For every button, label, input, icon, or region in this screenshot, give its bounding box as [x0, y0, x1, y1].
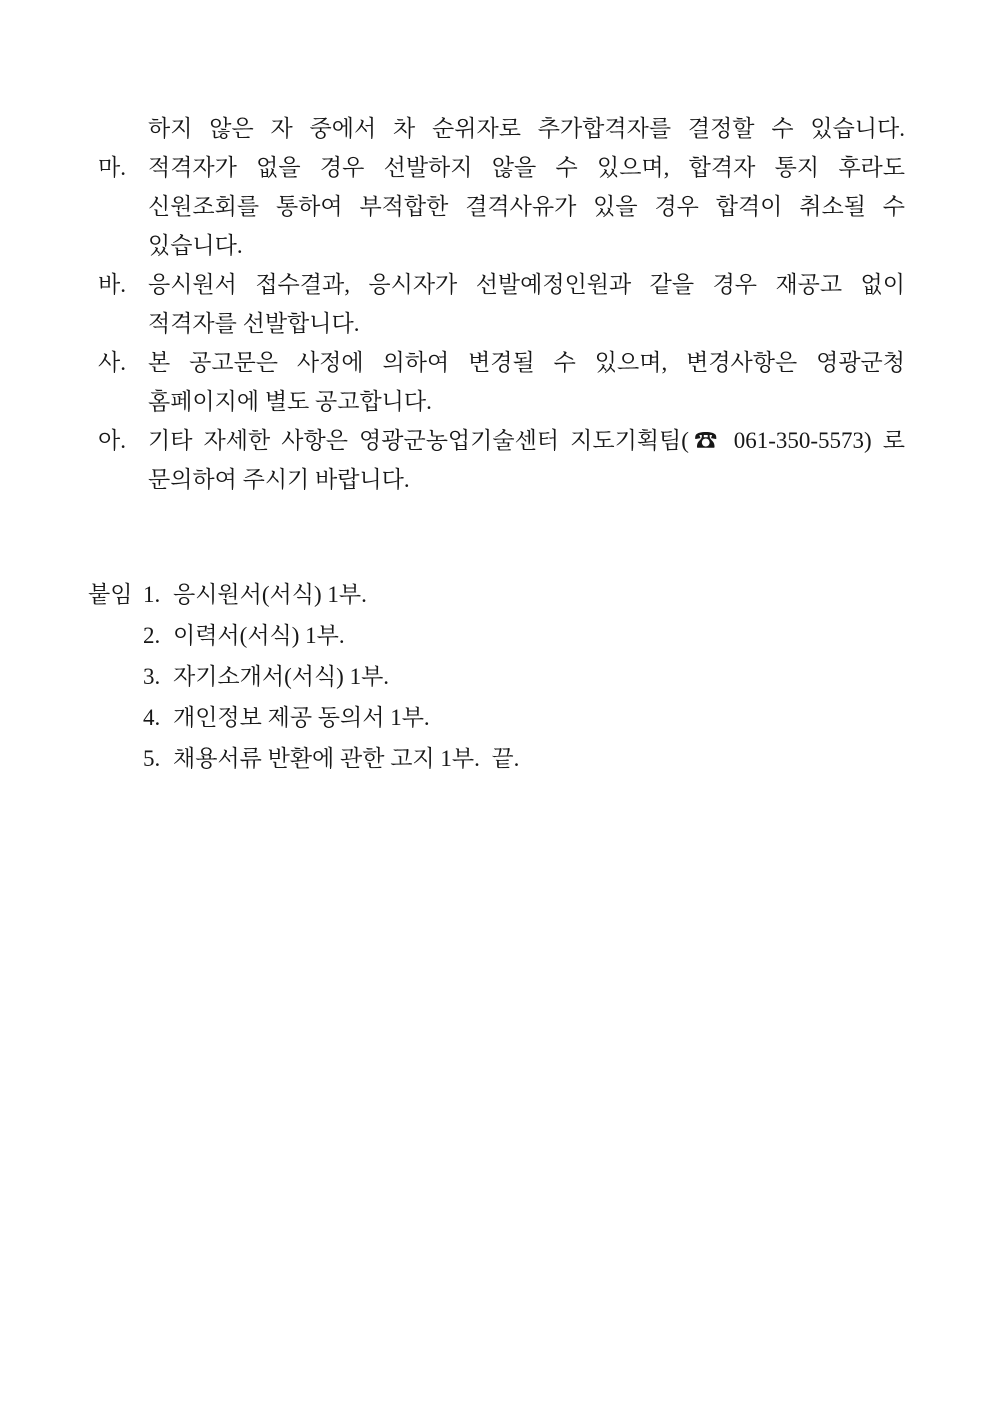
- attachment-number: 4.: [143, 705, 161, 730]
- attachments-label: 붙임: [88, 582, 133, 607]
- list-item-marker: 마.: [98, 155, 126, 180]
- attachment-row: [88, 697, 905, 738]
- attachment-text: 개인정보 제공 동의서 1부.: [173, 705, 430, 730]
- text-line: 응시원서 접수결과, 응시자가 선발예정인원과 같을 경우 재공고 없이: [148, 272, 905, 297]
- document-body: [88, 109, 905, 779]
- attachment-number: 1.: [143, 582, 161, 607]
- list-item-body: [148, 421, 905, 499]
- attachment-number: 5.: [143, 746, 161, 771]
- list-item-a: [98, 421, 905, 499]
- list-item-ba: [98, 265, 905, 343]
- text-line: 있습니다.: [148, 233, 243, 258]
- list-item-marker: 사.: [98, 350, 126, 375]
- text-line-with-phone-icon: 기타 자세한 사항은 영광군농업기술센터 지도기획팀(☎ 061-350-5573) 로: [148, 428, 905, 453]
- attachments-section: [88, 574, 905, 779]
- text-line: 적격자를 선발합니다.: [148, 311, 360, 336]
- attachment-row: [88, 656, 905, 697]
- text-line: 홈페이지에 별도 공고합니다.: [148, 389, 432, 414]
- list-item-body: [148, 148, 905, 265]
- list-item-body: [148, 265, 905, 343]
- attachment-number: 2.: [143, 623, 161, 648]
- attachment-row: [88, 574, 905, 615]
- text-line: 적격자가 없을 경우 선발하지 않을 수 있으며, 합격자 통지 후라도: [148, 155, 905, 180]
- text-line: 본 공고문은 사정에 의하여 변경될 수 있으며, 변경사항은 영광군청: [148, 350, 905, 375]
- list-item-ma: [98, 148, 905, 265]
- list-item-marker: 바.: [98, 272, 126, 297]
- attachment-row: [88, 615, 905, 656]
- attachment-number: 3.: [143, 664, 161, 689]
- paragraph-continuation-line: 하지 않은 자 중에서 차 순위자로 추가합격자를 결정할 수 있습니다.: [148, 116, 905, 141]
- attachment-text-with-end-mark: 채용서류 반환에 관한 고지 1부. 끝.: [173, 746, 520, 771]
- text-line: 신원조회를 통하여 부적합한 결격사유가 있을 경우 합격이 취소될 수: [148, 194, 905, 219]
- text-line: 문의하여 주시기 바랍니다.: [148, 467, 410, 492]
- attachment-row: [88, 738, 905, 779]
- list-item-sa: [98, 343, 905, 421]
- attachment-text: 자기소개서(서식) 1부.: [173, 664, 390, 689]
- list-item-body: [148, 343, 905, 421]
- attachment-text: 이력서(서식) 1부.: [173, 623, 345, 648]
- list-item-marker: 아.: [98, 428, 126, 453]
- attachment-text: 응시원서(서식) 1부.: [173, 582, 367, 607]
